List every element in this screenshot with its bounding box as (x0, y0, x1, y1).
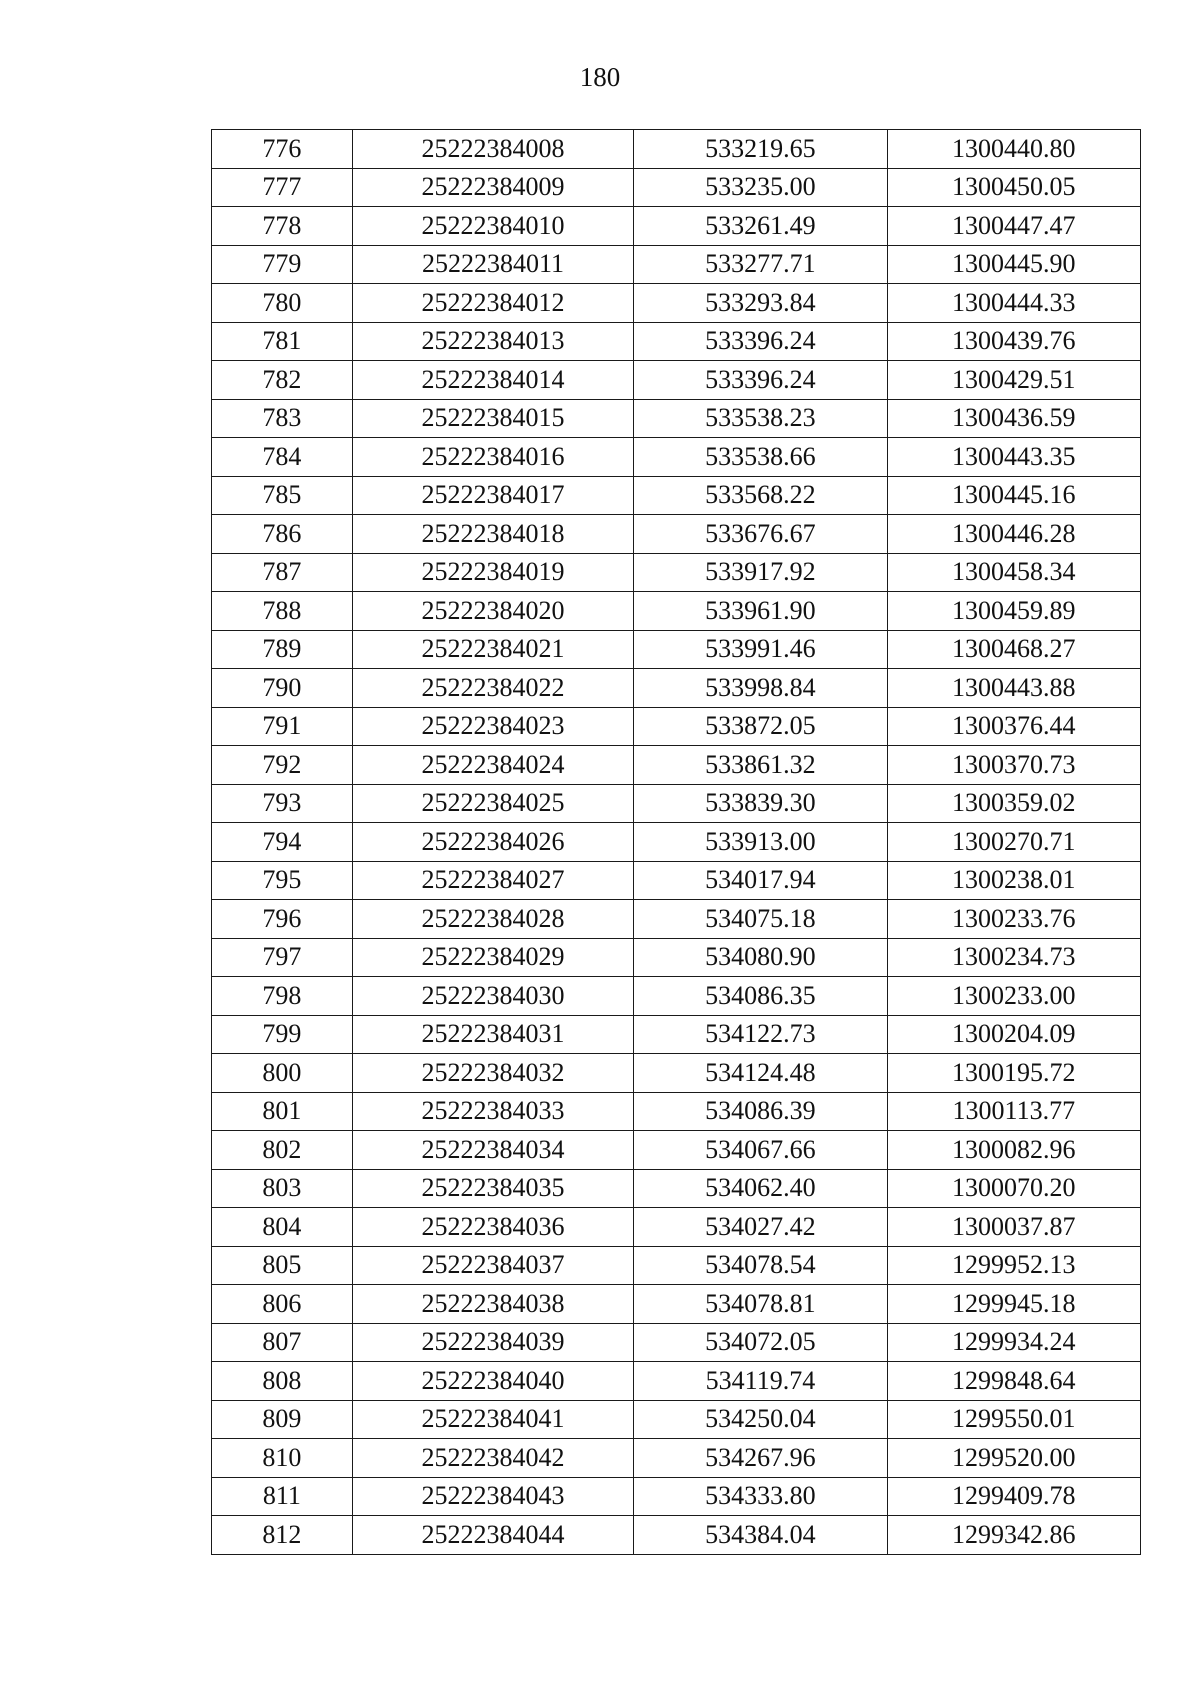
x-coordinate-cell: 534017.94 (634, 861, 887, 900)
row-number-cell: 810 (212, 1439, 353, 1478)
row-number-cell: 803 (212, 1169, 353, 1208)
row-number-cell: 776 (212, 130, 353, 169)
point-id-cell: 25222384018 (352, 515, 634, 554)
y-coordinate-cell: 1300429.51 (887, 361, 1140, 400)
point-id-cell: 25222384041 (352, 1400, 634, 1439)
x-coordinate-cell: 534122.73 (634, 1015, 887, 1054)
point-id-cell: 25222384034 (352, 1131, 634, 1170)
y-coordinate-cell: 1300113.77 (887, 1092, 1140, 1131)
point-id-cell: 25222384011 (352, 245, 634, 284)
x-coordinate-cell: 533396.24 (634, 322, 887, 361)
x-coordinate-cell: 534384.04 (634, 1516, 887, 1555)
point-id-cell: 25222384038 (352, 1285, 634, 1324)
y-coordinate-cell: 1300270.71 (887, 823, 1140, 862)
point-id-cell: 25222384028 (352, 900, 634, 939)
point-id-cell: 25222384043 (352, 1477, 634, 1516)
point-id-cell: 25222384014 (352, 361, 634, 400)
y-coordinate-cell: 1299945.18 (887, 1285, 1140, 1324)
point-id-cell: 25222384009 (352, 168, 634, 207)
table-row (212, 245, 1141, 284)
point-id-cell: 25222384025 (352, 784, 634, 823)
x-coordinate-cell: 534078.54 (634, 1246, 887, 1285)
y-coordinate-cell: 1300444.33 (887, 284, 1140, 323)
table-row (212, 938, 1141, 977)
table-row (212, 1439, 1141, 1478)
y-coordinate-cell: 1300370.73 (887, 746, 1140, 785)
table-row (212, 1015, 1141, 1054)
point-id-cell: 25222384039 (352, 1323, 634, 1362)
y-coordinate-cell: 1300233.00 (887, 977, 1140, 1016)
y-coordinate-cell: 1300204.09 (887, 1015, 1140, 1054)
table-row (212, 784, 1141, 823)
row-number-cell: 800 (212, 1054, 353, 1093)
coordinates-table (211, 129, 1141, 1555)
row-number-cell: 795 (212, 861, 353, 900)
row-number-cell: 777 (212, 168, 353, 207)
table-body (212, 130, 1141, 1555)
x-coordinate-cell: 533538.66 (634, 438, 887, 477)
table-row (212, 977, 1141, 1016)
point-id-cell: 25222384035 (352, 1169, 634, 1208)
row-number-cell: 780 (212, 284, 353, 323)
row-number-cell: 812 (212, 1516, 353, 1555)
y-coordinate-cell: 1300443.88 (887, 669, 1140, 708)
x-coordinate-cell: 534086.39 (634, 1092, 887, 1131)
row-number-cell: 804 (212, 1208, 353, 1247)
y-coordinate-cell: 1300468.27 (887, 630, 1140, 669)
x-coordinate-cell: 534267.96 (634, 1439, 887, 1478)
y-coordinate-cell: 1300445.90 (887, 245, 1140, 284)
y-coordinate-cell: 1300376.44 (887, 707, 1140, 746)
y-coordinate-cell: 1300445.16 (887, 476, 1140, 515)
table-row (212, 1362, 1141, 1401)
y-coordinate-cell: 1300450.05 (887, 168, 1140, 207)
page-number: 180 (579, 62, 621, 92)
row-number-cell: 811 (212, 1477, 353, 1516)
table-row (212, 1477, 1141, 1516)
x-coordinate-cell: 534250.04 (634, 1400, 887, 1439)
y-coordinate-cell: 1300459.89 (887, 592, 1140, 631)
y-coordinate-cell: 1300458.34 (887, 553, 1140, 592)
table-row (212, 1054, 1141, 1093)
row-number-cell: 794 (212, 823, 353, 862)
table-row (212, 1323, 1141, 1362)
point-id-cell: 25222384040 (352, 1362, 634, 1401)
table-row (212, 669, 1141, 708)
row-number-cell: 807 (212, 1323, 353, 1362)
table-row (212, 746, 1141, 785)
table-row (212, 1169, 1141, 1208)
point-id-cell: 25222384024 (352, 746, 634, 785)
row-number-cell: 779 (212, 245, 353, 284)
x-coordinate-cell: 534075.18 (634, 900, 887, 939)
row-number-cell: 797 (212, 938, 353, 977)
row-number-cell: 784 (212, 438, 353, 477)
y-coordinate-cell: 1300443.35 (887, 438, 1140, 477)
x-coordinate-cell: 533861.32 (634, 746, 887, 785)
y-coordinate-cell: 1300233.76 (887, 900, 1140, 939)
row-number-cell: 809 (212, 1400, 353, 1439)
row-number-cell: 781 (212, 322, 353, 361)
table-row (212, 168, 1141, 207)
y-coordinate-cell: 1299409.78 (887, 1477, 1140, 1516)
row-number-cell: 796 (212, 900, 353, 939)
point-id-cell: 25222384033 (352, 1092, 634, 1131)
row-number-cell: 806 (212, 1285, 353, 1324)
x-coordinate-cell: 533293.84 (634, 284, 887, 323)
point-id-cell: 25222384016 (352, 438, 634, 477)
point-id-cell: 25222384036 (352, 1208, 634, 1247)
table-row (212, 438, 1141, 477)
x-coordinate-cell: 533261.49 (634, 207, 887, 246)
x-coordinate-cell: 534072.05 (634, 1323, 887, 1362)
x-coordinate-cell: 533568.22 (634, 476, 887, 515)
table-row (212, 592, 1141, 631)
row-number-cell: 785 (212, 476, 353, 515)
y-coordinate-cell: 1300440.80 (887, 130, 1140, 169)
table-row (212, 515, 1141, 554)
y-coordinate-cell: 1300082.96 (887, 1131, 1140, 1170)
y-coordinate-cell: 1300238.01 (887, 861, 1140, 900)
x-coordinate-cell: 534119.74 (634, 1362, 887, 1401)
point-id-cell: 25222384013 (352, 322, 634, 361)
row-number-cell: 792 (212, 746, 353, 785)
x-coordinate-cell: 534124.48 (634, 1054, 887, 1093)
point-id-cell: 25222384042 (352, 1439, 634, 1478)
row-number-cell: 798 (212, 977, 353, 1016)
y-coordinate-cell: 1299520.00 (887, 1439, 1140, 1478)
y-coordinate-cell: 1299848.64 (887, 1362, 1140, 1401)
y-coordinate-cell: 1300195.72 (887, 1054, 1140, 1093)
y-coordinate-cell: 1299952.13 (887, 1246, 1140, 1285)
row-number-cell: 790 (212, 669, 353, 708)
table-row (212, 1516, 1141, 1555)
table-row (212, 399, 1141, 438)
y-coordinate-cell: 1300446.28 (887, 515, 1140, 554)
x-coordinate-cell: 534086.35 (634, 977, 887, 1016)
table-row (212, 707, 1141, 746)
x-coordinate-cell: 533396.24 (634, 361, 887, 400)
y-coordinate-cell: 1300359.02 (887, 784, 1140, 823)
x-coordinate-cell: 533219.65 (634, 130, 887, 169)
table-row (212, 207, 1141, 246)
point-id-cell: 25222384021 (352, 630, 634, 669)
point-id-cell: 25222384023 (352, 707, 634, 746)
x-coordinate-cell: 533872.05 (634, 707, 887, 746)
point-id-cell: 25222384017 (352, 476, 634, 515)
x-coordinate-cell: 534027.42 (634, 1208, 887, 1247)
y-coordinate-cell: 1300447.47 (887, 207, 1140, 246)
table-row (212, 322, 1141, 361)
point-id-cell: 25222384019 (352, 553, 634, 592)
x-coordinate-cell: 533917.92 (634, 553, 887, 592)
y-coordinate-cell: 1300070.20 (887, 1169, 1140, 1208)
row-number-cell: 786 (212, 515, 353, 554)
row-number-cell: 778 (212, 207, 353, 246)
table-row (212, 1092, 1141, 1131)
point-id-cell: 25222384044 (352, 1516, 634, 1555)
x-coordinate-cell: 533991.46 (634, 630, 887, 669)
x-coordinate-cell: 533235.00 (634, 168, 887, 207)
table-row (212, 1131, 1141, 1170)
x-coordinate-cell: 533998.84 (634, 669, 887, 708)
x-coordinate-cell: 533839.30 (634, 784, 887, 823)
table-row (212, 130, 1141, 169)
row-number-cell: 782 (212, 361, 353, 400)
row-number-cell: 801 (212, 1092, 353, 1131)
row-number-cell: 787 (212, 553, 353, 592)
x-coordinate-cell: 534078.81 (634, 1285, 887, 1324)
row-number-cell: 793 (212, 784, 353, 823)
table-row (212, 823, 1141, 862)
table-row (212, 1208, 1141, 1247)
point-id-cell: 25222384015 (352, 399, 634, 438)
row-number-cell: 805 (212, 1246, 353, 1285)
row-number-cell: 791 (212, 707, 353, 746)
x-coordinate-cell: 534080.90 (634, 938, 887, 977)
table-row (212, 476, 1141, 515)
table-row (212, 1246, 1141, 1285)
x-coordinate-cell: 533913.00 (634, 823, 887, 862)
table-row (212, 1400, 1141, 1439)
table-row (212, 553, 1141, 592)
row-number-cell: 783 (212, 399, 353, 438)
point-id-cell: 25222384027 (352, 861, 634, 900)
point-id-cell: 25222384008 (352, 130, 634, 169)
point-id-cell: 25222384032 (352, 1054, 634, 1093)
table-row (212, 361, 1141, 400)
table-row (212, 630, 1141, 669)
x-coordinate-cell: 533277.71 (634, 245, 887, 284)
table-row (212, 1285, 1141, 1324)
row-number-cell: 799 (212, 1015, 353, 1054)
point-id-cell: 25222384022 (352, 669, 634, 708)
x-coordinate-cell: 534067.66 (634, 1131, 887, 1170)
y-coordinate-cell: 1300439.76 (887, 322, 1140, 361)
point-id-cell: 25222384012 (352, 284, 634, 323)
row-number-cell: 789 (212, 630, 353, 669)
point-id-cell: 25222384026 (352, 823, 634, 862)
y-coordinate-cell: 1300037.87 (887, 1208, 1140, 1247)
row-number-cell: 808 (212, 1362, 353, 1401)
point-id-cell: 25222384020 (352, 592, 634, 631)
point-id-cell: 25222384037 (352, 1246, 634, 1285)
x-coordinate-cell: 533676.67 (634, 515, 887, 554)
table-row (212, 284, 1141, 323)
x-coordinate-cell: 534062.40 (634, 1169, 887, 1208)
table-row (212, 861, 1141, 900)
x-coordinate-cell: 533961.90 (634, 592, 887, 631)
row-number-cell: 788 (212, 592, 353, 631)
y-coordinate-cell: 1300234.73 (887, 938, 1140, 977)
point-id-cell: 25222384010 (352, 207, 634, 246)
table-row (212, 900, 1141, 939)
x-coordinate-cell: 533538.23 (634, 399, 887, 438)
point-id-cell: 25222384030 (352, 977, 634, 1016)
y-coordinate-cell: 1299342.86 (887, 1516, 1140, 1555)
row-number-cell: 802 (212, 1131, 353, 1170)
y-coordinate-cell: 1299934.24 (887, 1323, 1140, 1362)
y-coordinate-cell: 1299550.01 (887, 1400, 1140, 1439)
point-id-cell: 25222384029 (352, 938, 634, 977)
x-coordinate-cell: 534333.80 (634, 1477, 887, 1516)
y-coordinate-cell: 1300436.59 (887, 399, 1140, 438)
point-id-cell: 25222384031 (352, 1015, 634, 1054)
